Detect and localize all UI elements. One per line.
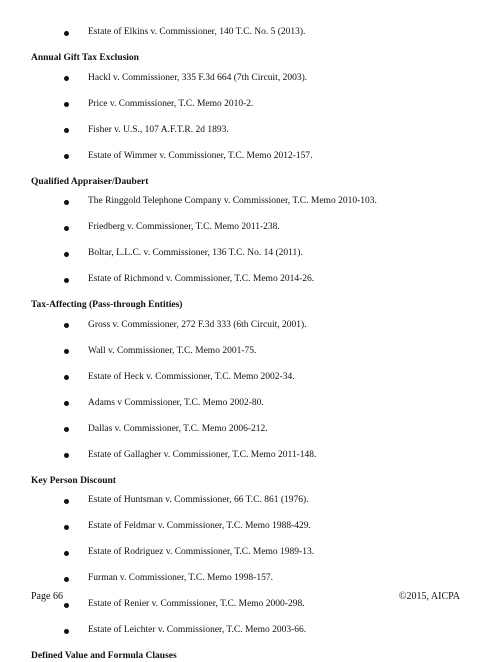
case-citation: Estate of Heck v. Commissioner, T.C. Memo 2002-34. bbox=[88, 371, 295, 382]
section-heading: Tax-Affecting (Pass-through Entities) bbox=[31, 300, 183, 310]
bullet-icon bbox=[64, 154, 69, 159]
case-citation: Furman v. Commissioner, T.C. Memo 1998-157. bbox=[88, 573, 273, 583]
copyright-notice: ©2015, AICPA bbox=[398, 591, 460, 602]
bullet-icon bbox=[64, 525, 69, 530]
bullet-icon bbox=[64, 629, 69, 634]
bullet-icon bbox=[64, 226, 69, 231]
case-citation: Estate of Richmond v. Commissioner, T.C. Memo 2014-26. bbox=[88, 274, 315, 284]
case-citation: Estate of Huntsman v. Commissioner, 66 T.C. 861 (1976). bbox=[88, 495, 309, 505]
bullet-icon bbox=[64, 453, 69, 458]
case-citation: Estate of Wimmer v. Commissioner, T.C. Memo 2012-157. bbox=[88, 150, 313, 161]
case-citation: Hackl v. Commissioner, 335 F.3d 664 (7th Circuit, 2003). bbox=[88, 72, 308, 83]
section-heading: Annual Gift Tax Exclusion bbox=[31, 53, 139, 63]
case-citation: Estate of Leichter v. Commissioner, T.C. Memo 2003-66. bbox=[88, 625, 307, 635]
case-citation: Estate of Feldmar v. Commissioner, T.C. Memo 1988-429. bbox=[88, 521, 311, 531]
bullet-icon bbox=[64, 31, 69, 36]
bullet-icon bbox=[64, 76, 69, 81]
bullet-icon bbox=[64, 278, 69, 283]
bullet-icon bbox=[64, 551, 69, 556]
case-citation: Dallas v. Commissioner, T.C. Memo 2006-212. bbox=[88, 423, 268, 434]
bullet-icon bbox=[64, 349, 69, 354]
case-citation: Estate of Gallagher v. Commissioner, T.C. Memo 2011-148. bbox=[88, 449, 317, 460]
bullet-icon bbox=[64, 499, 69, 504]
bullet-icon bbox=[64, 401, 69, 406]
bullet-icon bbox=[64, 427, 69, 432]
case-citation: Price v. Commissioner, T.C. Memo 2010-2. bbox=[88, 98, 254, 109]
bullet-icon bbox=[64, 252, 69, 257]
case-citation: Boltar, L.L.C. v. Commissioner, 136 T.C. No. 14 (2011). bbox=[88, 248, 303, 258]
bullet-icon bbox=[64, 128, 69, 133]
bullet-icon bbox=[64, 375, 69, 380]
case-citation: Estate of Renier v. Commissioner, T.C. Memo 2000-298. bbox=[88, 599, 305, 609]
section-heading: Qualified Appraiser/Daubert bbox=[31, 176, 149, 187]
case-citation: Wall v. Commissioner, T.C. Memo 2001-75. bbox=[88, 345, 257, 356]
case-citation: Adams v Commissioner, T.C. Memo 2002-80. bbox=[88, 397, 264, 408]
bullet-icon bbox=[64, 577, 69, 582]
case-citation: Fisher v. U.S., 107 A.F.T.R. 2d 1893. bbox=[88, 124, 229, 135]
case-citation: Estate of Elkins v. Commissioner, 140 T.C. No. 5 (2013). bbox=[88, 27, 306, 37]
case-citation: Gross v. Commissioner, 272 F.3d 333 (6th Circuit, 2001). bbox=[88, 319, 307, 330]
section-heading: Defined Value and Formula Clauses bbox=[31, 651, 177, 661]
page-number: Page 66 bbox=[31, 591, 63, 602]
bullet-icon bbox=[64, 603, 69, 608]
bullet-icon bbox=[64, 102, 69, 107]
case-citation: Estate of Rodriguez v. Commissioner, T.C. Memo 1989-13. bbox=[88, 547, 315, 557]
section-heading: Key Person Discount bbox=[31, 475, 116, 486]
bullet-icon bbox=[64, 323, 69, 328]
case-citation: The Ringgold Telephone Company v. Commissioner, T.C. Memo 2010-103. bbox=[88, 196, 377, 206]
bullet-icon bbox=[64, 200, 69, 205]
case-citation: Friedberg v. Commissioner, T.C. Memo 2011-238. bbox=[88, 222, 280, 232]
